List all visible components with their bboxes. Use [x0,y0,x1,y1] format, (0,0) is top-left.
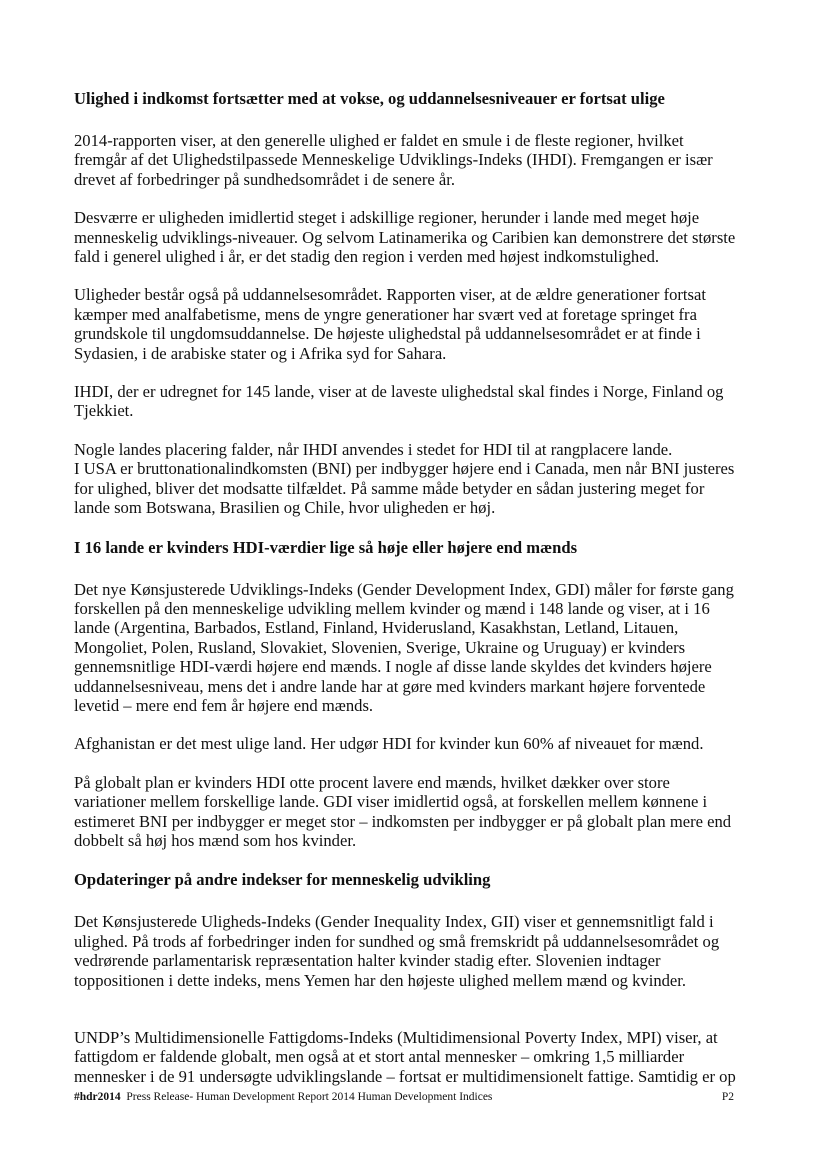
paragraph [74,440,746,518]
text-line: Tjekkiet. [74,401,134,421]
text-line: dobbelt så høj hos mænd som hos kvinder. [74,830,357,850]
text-line: Uligheder består også på uddannelsesområdet. Rapporten viser, at de ældre generationer fortsat [74,285,706,305]
text-line: kæmper med analfabetisme, mens de yngre generationer har svært ved at foretage springet fra [74,304,697,324]
paragraph [74,208,746,266]
text-line: ulighed. På trods af forbedringer inden for sundhed og små fremskridt på uddannelsesområdet og [74,931,720,951]
text-line: UNDP’s Multidimensionelle Fattigdoms-Indeks (Multidimensional Poverty Index, MPI) viser, at [74,1028,718,1047]
footer-hashtag: #hdr2014 [74,1091,121,1103]
text-line: IHDI, der er udregnet for 145 lande, viser at de laveste ulighedstal skal findes i Norge, Finland og [74,382,724,402]
text-line: gennemsnitlige HDI-værdi højere end mænds. I nogle af disse lande skyldes det kvinders højere [74,657,712,677]
text-line: for ulighed, bliver det modsatte tilfældet. På samme måde betyder en sådan justering meget for [74,478,705,498]
paragraph [74,734,746,753]
section-heading: I 16 lande er kvinders HDI-værdier lige så høje eller højere end mænds [74,537,578,557]
page-footer [74,1090,734,1104]
text-line: På globalt plan er kvinders HDI otte procent lavere end mænds, hvilket dækker over store [74,772,670,792]
text-line: Afghanistan er det mest ulige land. Her udgør HDI for kvinder kun 60% af niveauet for mænd. [74,734,704,754]
section-heading: Opdateringer på andre indekser for menneskelig udvikling [74,870,491,890]
text-line: grundskole til ungdomsuddannelse. De højeste ulighedstal på uddannelsesområdet er at finde i [74,324,701,344]
paragraph [74,382,746,421]
text-line: Det Kønsjusterede Uligheds-Indeks (Gender Inequality Index, GII) viser et gennemsnitligt fald i [74,912,714,932]
text-line: lande (Argentina, Barbados, Estland, Finland, Hviderusland, Kasakhstan, Letland, Litauen, [74,618,679,638]
paragraph [74,773,746,851]
text-line: I USA er bruttonationalindkomsten (BNI) per indbygger højere end i Canada, men når BNI justeres [74,459,735,479]
text-line: toppositionen i dette indeks, mens Yemen har den højeste ulighed mellem mænd og kvinder. [74,970,687,990]
text-line: levetid – mere end fem år højere end mænds. [74,695,374,715]
paragraph [74,131,746,189]
footer-text: Press Release- Human Development Report 2014 Human Development Indices [126,1091,493,1103]
text-line: uddannelsesniveau, mens det i andre lande har at gøre med kvinders markant højere forventede [74,676,706,696]
document-body [74,88,746,1105]
text-line: Sydasien, i de arabiske stater og i Afrika syd for Sahara. [74,343,447,363]
text-line: fattigdom er faldende globalt, men også at et stort antal mennesker – omkring 1,5 milliarder [74,1047,685,1067]
paragraph [74,1028,746,1086]
text-line: menneskelig udviklings-niveauer. Og selvom Latinamerika og Caribien kan demonstrere det største [74,227,736,247]
text-line: mennesker i de 91 undersøgte udviklingslande – fortsat er multidimensionelt fattige. Samtidig er op [74,1066,736,1086]
text-line: fremgår af det Ulighedstilpassede Menneskelige Udviklings-Indeks (IHDI). Fremgangen er især [74,150,713,170]
text-line: Nogle landes placering falder, når IHDI anvendes i stedet for HDI til at rangplacere lande. [74,439,673,459]
paragraph [74,912,746,990]
text-line: forskellen på den menneskelige udvikling mellem kvinder og mænd i 148 lande og viser, at i 16 [74,598,710,618]
text-line: estimeret BNI per indbygger er meget stor – indkomsten per indbygger er på globalt plan mere end [74,811,732,831]
text-line: vedrørende parlamentarisk repræsentation halter kvinder stadig efter. Slovenien indtager [74,951,661,971]
text-line: variationer mellem forskellige lande. GDI viser imidlertid også, at forskellen mellem kønnene i [74,792,708,812]
text-line: Mongoliet, Polen, Rusland, Slovakiet, Slovenien, Sverige, Ukraine og Uruguay) er kvinders [74,637,686,657]
text-line: Det nye Kønsjusterede Udviklings-Indeks (Gender Development Index, GDI) måler for første gang [74,579,734,599]
section-heading: Ulighed i indkomst fortsætter med at vokse, og uddannelsesniveauer er fortsat ulige [74,89,665,108]
text-line: drevet af forbedringer på sundhedsområdet i de senere år. [74,169,456,189]
text-line: fald i generel ulighed i år, er det stadig den region i verden med højest indkomstulighed. [74,247,660,267]
text-line: 2014-rapporten viser, at den generelle ulighed er faldet en smule i de fleste regioner, hvilket [74,131,684,150]
paragraph [74,285,746,363]
page-number: P2 [721,1091,734,1103]
text-line: lande som Botswana, Brasilien og Chile, hvor uligheden er høj. [74,498,496,518]
paragraph [74,580,746,716]
text-line: Desværre er uligheden imidlertid steget i adskillige regioner, herunder i lande med meget høje [74,208,700,228]
